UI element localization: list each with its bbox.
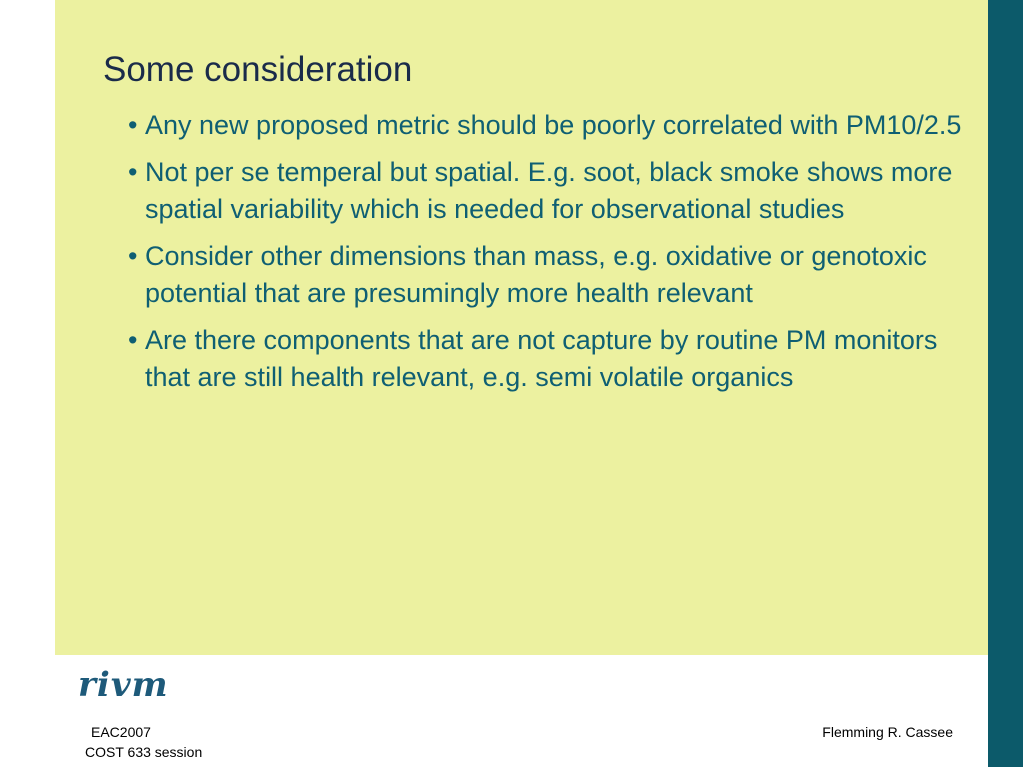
bullet-text: Not per se temperal but spatial. E.g. soot, black smoke shows more spatial variability which is needed for observational studies <box>145 157 953 224</box>
bullet-dot: • <box>128 241 138 271</box>
footer-author: Flemming R. Cassee <box>822 724 953 740</box>
bullet-item <box>128 107 986 144</box>
footer-event <box>85 722 202 762</box>
rivm-logo-text: rivm <box>78 668 169 705</box>
footer-session-name: COST 633 session <box>85 744 203 760</box>
rivm-logo <box>78 668 194 708</box>
bullet-dot: • <box>128 157 138 187</box>
bullet-dot: • <box>128 110 138 140</box>
right-accent-bar <box>988 0 1023 767</box>
bullet-list <box>128 107 986 406</box>
bullet-item <box>128 154 986 228</box>
bullet-text: Consider other dimensions than mass, e.g. oxidative or genotoxic potential that are presumingly more health relevant <box>145 241 927 308</box>
bullet-text: Are there components that are not capture by routine PM monitors that are still health relevant, e.g. semi volatile organics <box>145 325 938 392</box>
bullet-text: Any new proposed metric should be poorly correlated with PM10/2.5 <box>145 110 962 140</box>
slide-title: Some consideration <box>103 50 413 89</box>
bullet-item <box>128 322 986 396</box>
bullet-item <box>128 238 986 312</box>
footer-event-name: EAC2007 <box>91 724 151 740</box>
bullet-dot: • <box>128 325 138 355</box>
